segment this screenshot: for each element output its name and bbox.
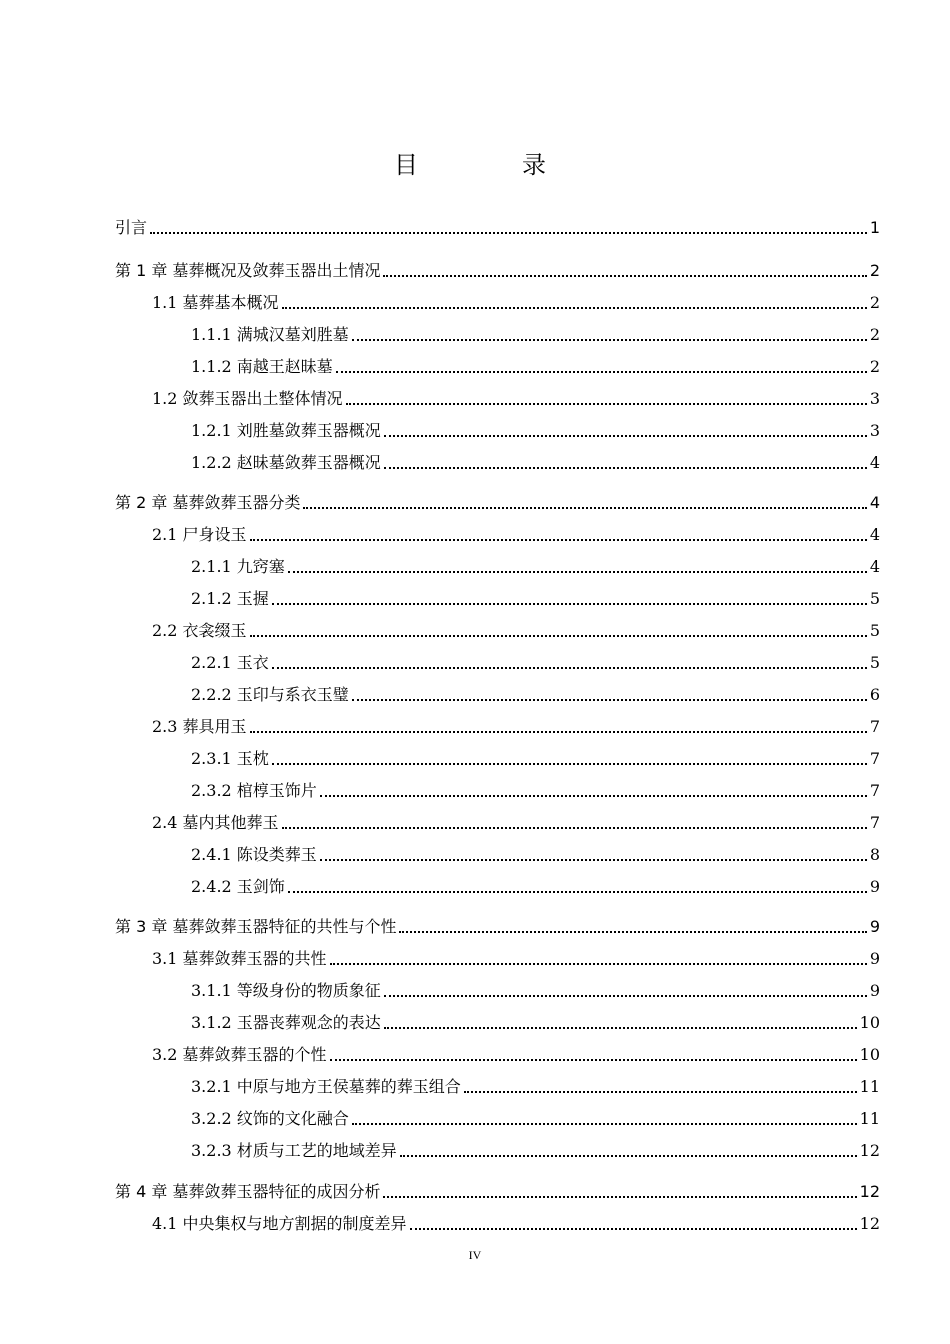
toc-entry-label: 3.1.1 等级身份的物质象征 (191, 981, 381, 1000)
toc-entry[interactable] (0, 841, 950, 865)
toc-entry[interactable] (0, 214, 950, 238)
toc-entry-label: 2.1 尸身设玉 (152, 525, 247, 544)
toc-entry-page-number: 3 (869, 389, 880, 408)
dot-leader (352, 699, 867, 701)
toc-entry[interactable] (0, 777, 950, 801)
toc-entry-label: 3.1.2 玉器丧葬观念的表达 (191, 1013, 381, 1032)
page-folio: IV (468, 1248, 482, 1262)
toc-entry-page-number: 2 (869, 293, 880, 312)
dot-leader (272, 763, 867, 765)
toc-entry[interactable] (0, 977, 950, 1001)
dot-leader (384, 995, 867, 997)
toc-entry[interactable] (0, 617, 950, 641)
toc-entry-page-number: 9 (869, 981, 880, 1000)
toc-entry-page-number: 10 (859, 1045, 880, 1064)
dot-leader (346, 403, 867, 405)
toc-entry[interactable] (0, 321, 950, 345)
toc-entry-label: 引言 (115, 218, 148, 237)
dot-leader (383, 275, 866, 277)
dot-leader (303, 507, 866, 509)
toc-entry-page-number: 11 (859, 1077, 880, 1096)
toc-entry-label: 1.2.2 赵昧墓敛葬玉器概况 (191, 453, 381, 472)
toc-entry-label: 3.2.1 中原与地方王侯墓葬的葬玉组合 (191, 1077, 461, 1096)
toc-entry-page-number: 8 (869, 845, 880, 864)
toc-entry-page-number: 5 (869, 589, 880, 608)
dot-leader (384, 1027, 857, 1029)
toc-entry[interactable] (0, 913, 950, 937)
toc-entry-label: 第 1 章 墓葬概况及敛葬玉器出土情况 (115, 261, 381, 280)
toc-entry-page-number: 2 (869, 325, 880, 344)
dot-leader (320, 859, 867, 861)
toc-entry[interactable] (0, 449, 950, 473)
toc-entry-label: 1.1.1 满城汉墓刘胜墓 (191, 325, 349, 344)
toc-entry[interactable] (0, 713, 950, 737)
toc-entry[interactable] (0, 1178, 950, 1202)
toc-entry[interactable] (0, 873, 950, 897)
toc-entry[interactable] (0, 1009, 950, 1033)
toc-entry-label: 2.4 墓内其他葬玉 (152, 813, 279, 832)
toc-entry-label: 1.2.1 刘胜墓敛葬玉器概况 (191, 421, 381, 440)
toc-entry-page-number: 9 (869, 949, 880, 968)
toc-entry-label: 3.2.2 纹饰的文化融合 (191, 1109, 349, 1128)
dot-leader (150, 232, 867, 234)
dot-leader (250, 731, 867, 733)
dot-leader (272, 667, 867, 669)
toc-entry-label: 2.4.2 玉剑饰 (191, 877, 285, 896)
dot-leader (288, 891, 867, 893)
toc-entry-page-number: 1 (869, 218, 880, 237)
toc-entry[interactable] (0, 1137, 950, 1161)
dot-leader (250, 539, 867, 541)
toc-entry-label: 2.1.2 玉握 (191, 589, 269, 608)
dot-leader (352, 339, 867, 341)
toc-entry-page-number: 2 (869, 261, 880, 280)
toc-entry-label: 2.4.1 陈设类葬玉 (191, 845, 317, 864)
toc-entry-label: 1.2 敛葬玉器出土整体情况 (152, 389, 343, 408)
toc-entry-label: 2.2.1 玉衣 (191, 653, 269, 672)
toc-entry-page-number: 12 (859, 1214, 880, 1233)
toc-entry-label: 2.2.2 玉印与系衣玉璧 (191, 685, 349, 704)
toc-entry-page-number: 7 (869, 781, 880, 800)
toc-entry-page-number: 11 (859, 1109, 880, 1128)
toc-entry-page-number: 7 (869, 717, 880, 736)
toc-entry-label: 第 3 章 墓葬敛葬玉器特征的共性与个性 (115, 917, 397, 936)
toc-entry-label: 4.1 中央集权与地方割据的制度差异 (152, 1214, 407, 1233)
toc-entry-page-number: 10 (859, 1013, 880, 1032)
toc-entry-page-number: 6 (869, 685, 880, 704)
dot-leader (336, 371, 867, 373)
dot-leader (288, 571, 867, 573)
dot-leader (282, 307, 867, 309)
toc-entry-label: 2.1.1 九窍塞 (191, 557, 285, 576)
toc-entry-label: 1.1 墓葬基本概况 (152, 293, 279, 312)
toc-entry[interactable] (0, 385, 950, 409)
toc-entry-label: 第 4 章 墓葬敛葬玉器特征的成因分析 (115, 1182, 381, 1201)
toc-entry[interactable] (0, 1210, 950, 1234)
toc-entry-label: 3.1 墓葬敛葬玉器的共性 (152, 949, 327, 968)
dot-leader (352, 1123, 857, 1125)
dot-leader (464, 1091, 857, 1093)
toc-entry-label: 2.3.1 玉枕 (191, 749, 269, 768)
toc-entry[interactable] (0, 289, 950, 313)
toc-entry[interactable] (0, 1041, 950, 1065)
dot-leader (330, 1059, 857, 1061)
toc-entry[interactable] (0, 353, 950, 377)
dot-leader (282, 827, 867, 829)
toc-entry-page-number: 3 (869, 421, 880, 440)
toc-entry[interactable] (0, 1105, 950, 1129)
toc-entry[interactable] (0, 585, 950, 609)
toc-entry-label: 1.1.2 南越王赵昧墓 (191, 357, 333, 376)
toc-entry[interactable] (0, 1073, 950, 1097)
toc-entry-page-number: 5 (869, 621, 880, 640)
toc-entry[interactable] (0, 809, 950, 833)
dot-leader (410, 1228, 857, 1230)
toc-entry[interactable] (0, 489, 950, 513)
dot-leader (400, 1155, 857, 1157)
toc-entry[interactable] (0, 681, 950, 705)
toc-entry[interactable] (0, 257, 950, 281)
toc-entry-page-number: 2 (869, 357, 880, 376)
toc-entry[interactable] (0, 945, 950, 969)
toc-entry-page-number: 4 (869, 557, 880, 576)
toc-entry-label: 3.2 墓葬敛葬玉器的个性 (152, 1045, 327, 1064)
toc-entry-page-number: 7 (869, 749, 880, 768)
toc-entry-label: 2.3 葬具用玉 (152, 717, 247, 736)
toc-entry-page-number: 9 (869, 877, 880, 896)
toc-entry-page-number: 5 (869, 653, 880, 672)
toc-entry[interactable] (0, 649, 950, 673)
dot-leader (320, 795, 867, 797)
dot-leader (330, 963, 867, 965)
dot-leader (272, 603, 867, 605)
toc-entry-label: 2.3.2 棺椁玉饰片 (191, 781, 317, 800)
toc-entry-page-number: 9 (869, 917, 880, 936)
toc-entry[interactable] (0, 745, 950, 769)
dot-leader (384, 467, 867, 469)
toc-entry-label: 3.2.3 材质与工艺的地域差异 (191, 1141, 397, 1160)
toc-entry-page-number: 4 (869, 493, 880, 512)
dot-leader (250, 635, 867, 637)
toc-entry[interactable] (0, 553, 950, 577)
toc-entry-page-number: 4 (869, 453, 880, 472)
dot-leader (399, 931, 866, 933)
toc-entry-page-number: 12 (859, 1182, 880, 1201)
dot-leader (384, 435, 867, 437)
toc-entry-page-number: 12 (859, 1141, 880, 1160)
toc-entry[interactable] (0, 417, 950, 441)
toc-title: 目 录 (394, 151, 586, 179)
toc-entry-label: 2.2 衣衾缀玉 (152, 621, 247, 640)
toc-entry-page-number: 4 (869, 525, 880, 544)
toc-entry[interactable] (0, 521, 950, 545)
toc-entry-page-number: 7 (869, 813, 880, 832)
toc-entry-label: 第 2 章 墓葬敛葬玉器分类 (115, 493, 301, 512)
dot-leader (383, 1196, 856, 1198)
